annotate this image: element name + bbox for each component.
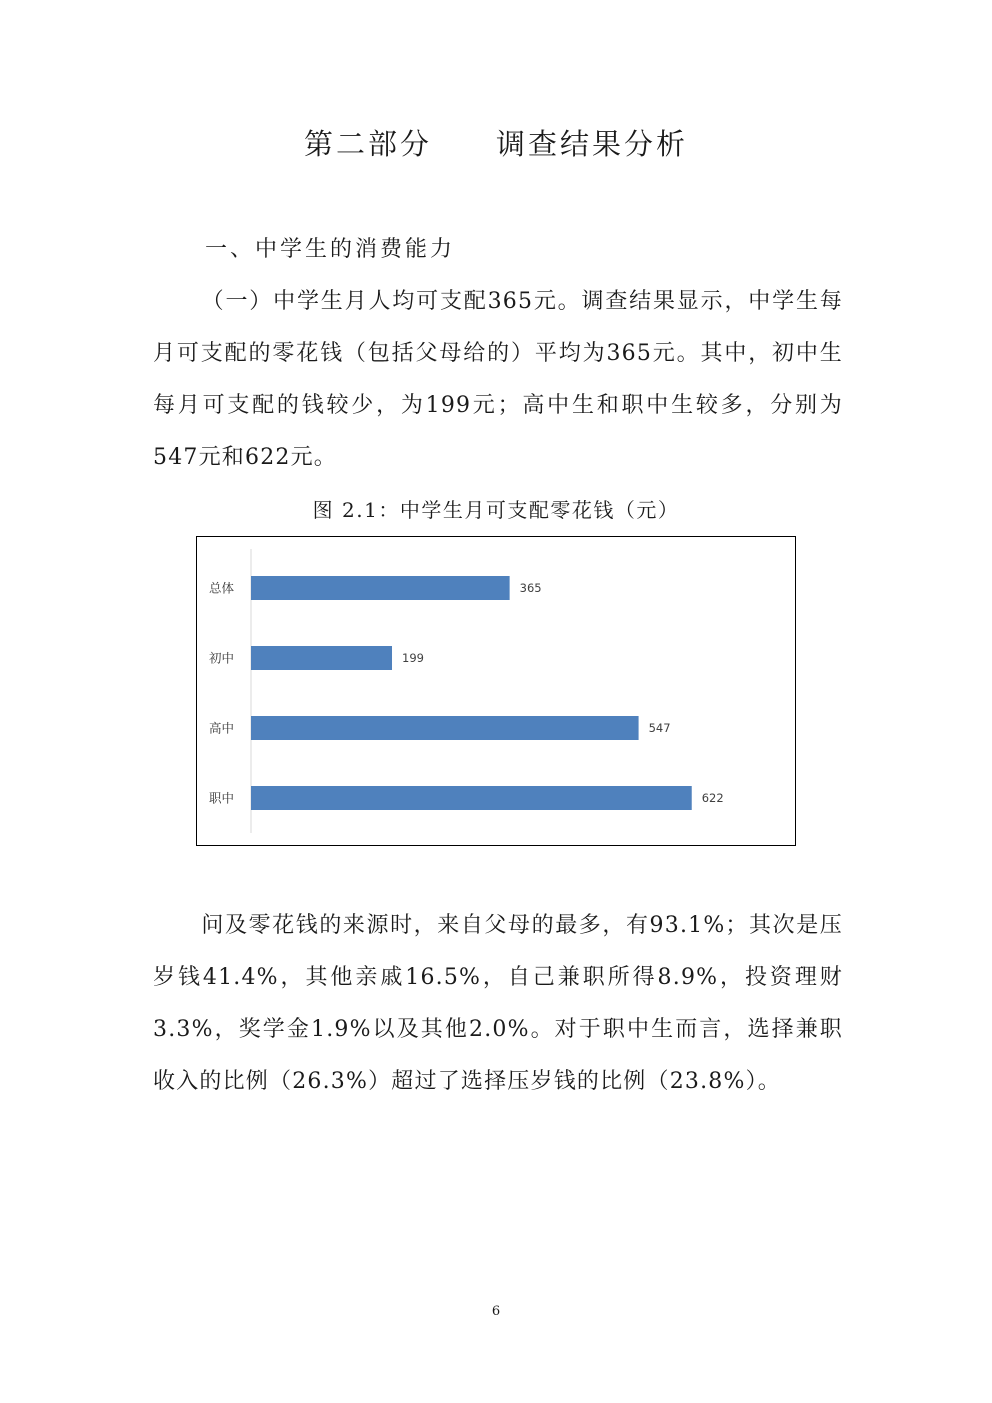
- bar-chart: [196, 536, 796, 846]
- data-label-4: 622: [701, 791, 724, 805]
- paragraph-money-source: [153, 900, 843, 1108]
- bar-chart-svg: [197, 537, 794, 844]
- paragraph-money-source-text: 问及零花钱的来源时，来自父母的最多，有93.1%；其次是压岁钱41.4%，其他亲戚16.5%，自己兼职所得8.9%，投资理财3.3%，奖学金1.9%以及其他2.0%。对于职中生而言，选择兼职收入的比例（26.3%）超过了选择压岁钱的比例（23.8%）。: [153, 913, 843, 1094]
- section-heading: 一、中学生的消费能力: [205, 237, 456, 262]
- bar-3: [251, 716, 639, 740]
- bar-2: [251, 646, 392, 670]
- figure-caption: 图 2.1：中学生月可支配零花钱（元）: [312, 498, 680, 522]
- page-number: 6: [491, 1304, 501, 1319]
- paragraph-consumption-text: （一）中学生月人均可支配365元。调查结果显示，中学生每月可支配的零花钱（包括父母给的）平均为365元。其中，初中生每月可支配的钱较少，为199元；高中生和职中生较多，分别为547元和622元。: [153, 289, 843, 470]
- data-label-3: 547: [648, 721, 671, 735]
- part-title: 第二部分 调查结果分析: [303, 127, 688, 161]
- category-label-4: 职中: [209, 790, 235, 806]
- category-label-2: 初中: [209, 650, 235, 666]
- category-label-3: 高中: [209, 720, 235, 736]
- data-label-2: 199: [402, 651, 424, 665]
- data-label-1: 365: [519, 581, 542, 595]
- bar-1: [251, 576, 510, 600]
- bar-4: [251, 786, 692, 810]
- paragraph-consumption: [153, 276, 843, 484]
- category-label-1: 总体: [209, 580, 235, 596]
